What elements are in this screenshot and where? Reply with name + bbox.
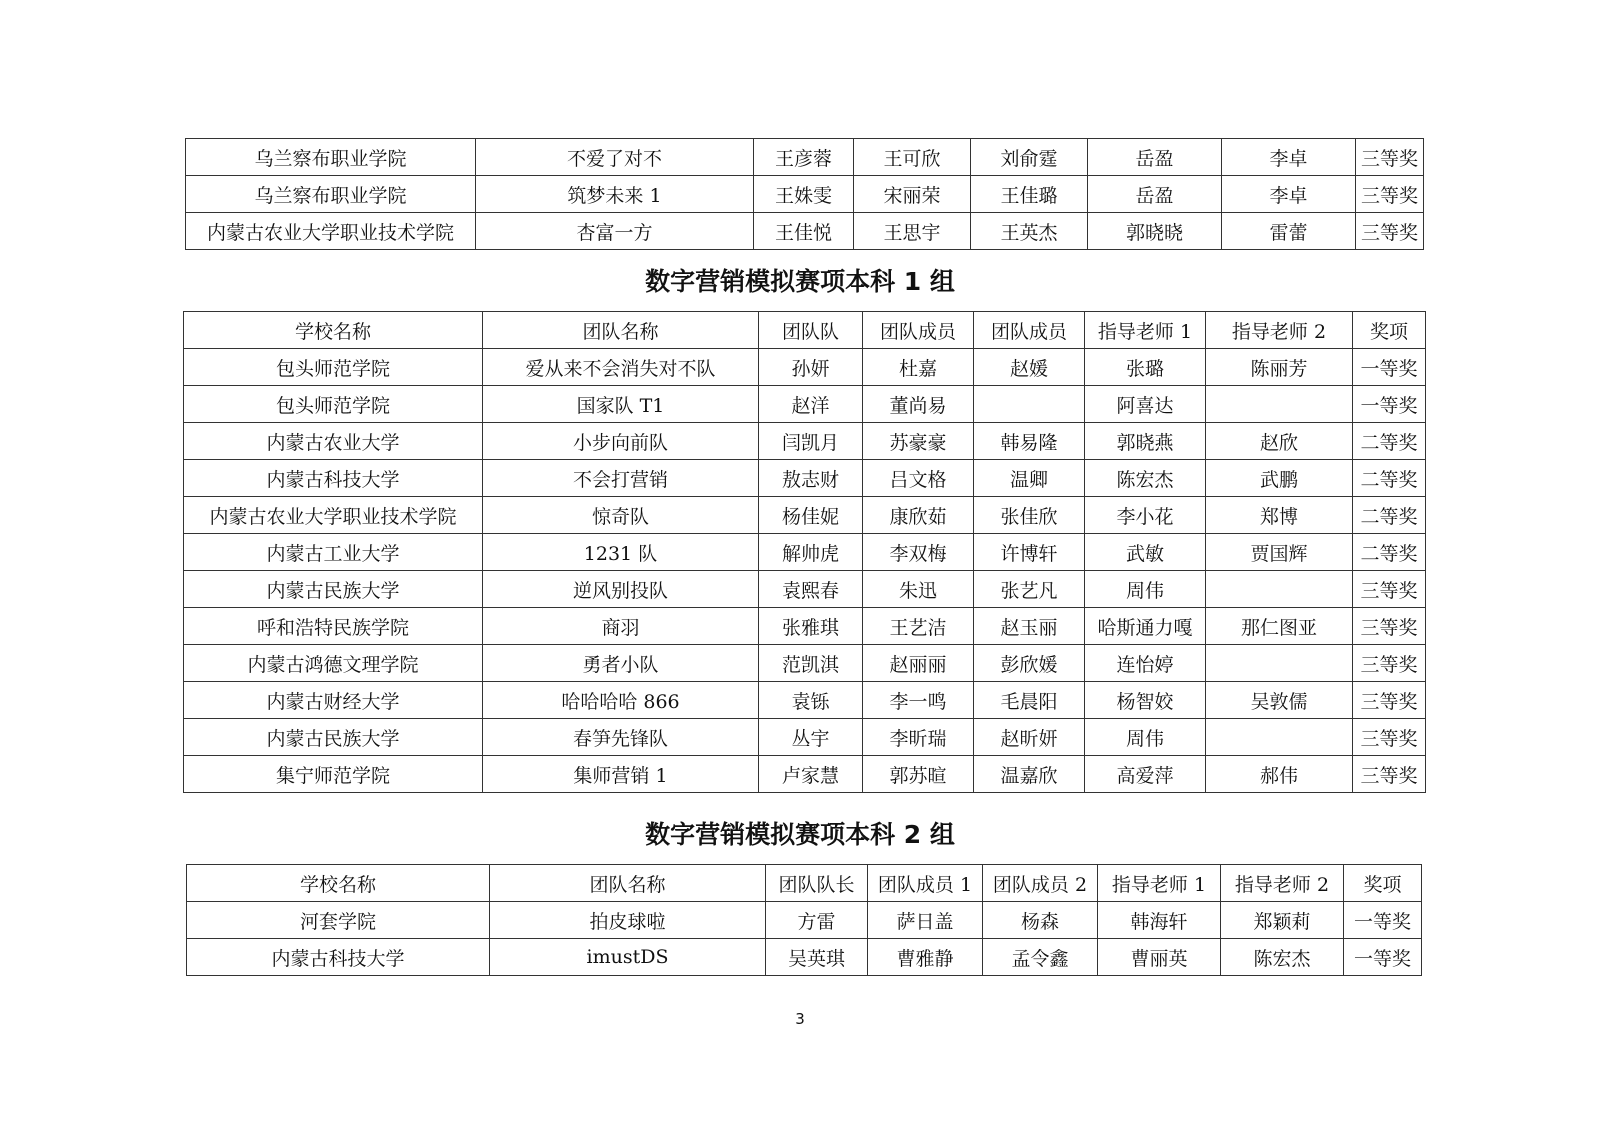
table-cell: 杨智姣 [1085, 682, 1206, 719]
table-cell [1206, 571, 1353, 608]
table-cell: 河套学院 [187, 902, 490, 939]
table-cell: 乌兰察布职业学院 [186, 139, 476, 176]
table-cell: 陈宏杰 [1221, 939, 1344, 976]
table-cell: 曹雅静 [868, 939, 983, 976]
table-cell: 二等奖 [1353, 534, 1426, 571]
table-cell: 张璐 [1085, 349, 1206, 386]
table-cell: 阿喜达 [1085, 386, 1206, 423]
section-title-b2: 数字营销模拟赛项本科 2 组 [645, 820, 955, 849]
table-cell: 董尚易 [863, 386, 974, 423]
table-cell: 张雅琪 [759, 608, 863, 645]
table-cell: 三等奖 [1353, 608, 1426, 645]
table-cell [974, 386, 1085, 423]
table-row [186, 139, 1424, 176]
table-cell: 不爱了对不 [476, 139, 754, 176]
table-cell: 杏富一方 [476, 213, 754, 250]
table-cell: 李昕瑞 [863, 719, 974, 756]
table-cell: 一等奖 [1344, 939, 1422, 976]
table-row [186, 176, 1424, 213]
table-row [184, 386, 1426, 423]
table-cell: 吕文格 [863, 460, 974, 497]
table-cell: 三等奖 [1356, 176, 1424, 213]
table-cell: 温卿 [974, 460, 1085, 497]
table-cell: 闫凯月 [759, 423, 863, 460]
table-cell: 内蒙古农业大学职业技术学院 [184, 497, 483, 534]
table-cell: 逆风别投队 [483, 571, 759, 608]
table-cell: 包头师范学院 [184, 386, 483, 423]
table-b2 [186, 864, 1422, 976]
table-cell: 李一鸣 [863, 682, 974, 719]
table-cell [1206, 645, 1353, 682]
table-cell: 乌兰察布职业学院 [186, 176, 476, 213]
table-cell: 岳盈 [1088, 176, 1222, 213]
table-cell: 内蒙古科技大学 [184, 460, 483, 497]
column-header: 指导老师 1 [1085, 312, 1206, 349]
table-cell: 赵丽丽 [863, 645, 974, 682]
table-cell: 内蒙古工业大学 [184, 534, 483, 571]
table-cell: 赵玉丽 [974, 608, 1085, 645]
table-row [184, 460, 1426, 497]
table-cell: 赵洋 [759, 386, 863, 423]
table-cell: 朱迅 [863, 571, 974, 608]
page-number: 3 [795, 1010, 805, 1028]
table-row [184, 608, 1426, 645]
table-cell: 王可欣 [854, 139, 971, 176]
table-cell: 赵欣 [1206, 423, 1353, 460]
table-cell: 丛宇 [759, 719, 863, 756]
table-cell: 袁铄 [759, 682, 863, 719]
table-cell: 郭苏暄 [863, 756, 974, 793]
table-cell: 曹丽英 [1098, 939, 1221, 976]
section-title-b1: 数字营销模拟赛项本科 1 组 [645, 267, 955, 296]
table-cell: 孙妍 [759, 349, 863, 386]
column-header: 团队成员 [863, 312, 974, 349]
table-cell: 陈丽芳 [1206, 349, 1353, 386]
table-cell: 岳盈 [1088, 139, 1222, 176]
table-cell: 三等奖 [1353, 645, 1426, 682]
table-cell: 袁熙春 [759, 571, 863, 608]
table-cell: 雷蕾 [1222, 213, 1356, 250]
table-cell: 武敏 [1085, 534, 1206, 571]
table-cell: 韩海轩 [1098, 902, 1221, 939]
table-cell: 内蒙古鸿德文理学院 [184, 645, 483, 682]
table-cell: 呼和浩特民族学院 [184, 608, 483, 645]
table-cell: 李双梅 [863, 534, 974, 571]
table-cell: 方雷 [766, 902, 868, 939]
table-cell [1206, 719, 1353, 756]
table-cell: 宋丽荣 [854, 176, 971, 213]
table-cell: 二等奖 [1353, 423, 1426, 460]
table-row [184, 682, 1426, 719]
table-cell: 三等奖 [1353, 682, 1426, 719]
table-cell: 内蒙古民族大学 [184, 571, 483, 608]
table-cell: 杜嘉 [863, 349, 974, 386]
table-cell: 内蒙古农业大学职业技术学院 [186, 213, 476, 250]
column-header: 指导老师 2 [1206, 312, 1353, 349]
table-header-row [187, 865, 1422, 902]
table-cell: 郑颖莉 [1221, 902, 1344, 939]
table-row [184, 756, 1426, 793]
table-cell: 二等奖 [1353, 497, 1426, 534]
table-cell: 韩易隆 [974, 423, 1085, 460]
table-cell: 内蒙古财经大学 [184, 682, 483, 719]
table-row [184, 497, 1426, 534]
column-header: 指导老师 2 [1221, 865, 1344, 902]
table-top-continued [185, 138, 1424, 250]
table-cell: 彭欣媛 [974, 645, 1085, 682]
table-header-row [184, 312, 1426, 349]
table-cell: 杨森 [983, 902, 1098, 939]
table-cell: 哈哈哈哈 866 [483, 682, 759, 719]
table-cell: 郭晓晓 [1088, 213, 1222, 250]
table-cell: 赵昕妍 [974, 719, 1085, 756]
table-cell: 郑博 [1206, 497, 1353, 534]
table-cell: 小步向前队 [483, 423, 759, 460]
table-cell: 张佳欣 [974, 497, 1085, 534]
table-cell: 王艺洁 [863, 608, 974, 645]
table-row [186, 213, 1424, 250]
table-cell: 内蒙古民族大学 [184, 719, 483, 756]
table-row [187, 939, 1422, 976]
table-cell: 赵媛 [974, 349, 1085, 386]
table-cell: 一等奖 [1353, 386, 1426, 423]
table-cell: 李小花 [1085, 497, 1206, 534]
table-cell: 武鹏 [1206, 460, 1353, 497]
table-cell: 解帅虎 [759, 534, 863, 571]
column-header: 奖项 [1344, 865, 1422, 902]
table-cell: 范凯淇 [759, 645, 863, 682]
table-cell: 三等奖 [1353, 719, 1426, 756]
table-cell: 周伟 [1085, 719, 1206, 756]
table-cell: 高爱萍 [1085, 756, 1206, 793]
table-cell: 三等奖 [1356, 139, 1424, 176]
column-header: 团队队 [759, 312, 863, 349]
table-row [184, 645, 1426, 682]
table-cell: 温嘉欣 [974, 756, 1085, 793]
table-row [184, 534, 1426, 571]
table-cell: 郭晓燕 [1085, 423, 1206, 460]
table-cell: 郝伟 [1206, 756, 1353, 793]
table-cell: 王佳璐 [971, 176, 1088, 213]
table-cell: 周伟 [1085, 571, 1206, 608]
table-row [184, 423, 1426, 460]
column-header: 团队成员 2 [983, 865, 1098, 902]
table-cell: 王英杰 [971, 213, 1088, 250]
table-cell: imustDS [490, 939, 766, 976]
table-cell: 国家队 T1 [483, 386, 759, 423]
table-cell: 勇者小队 [483, 645, 759, 682]
table-row [184, 349, 1426, 386]
column-header: 学校名称 [184, 312, 483, 349]
table-cell: 惊奇队 [483, 497, 759, 534]
table-cell: 孟令鑫 [983, 939, 1098, 976]
table-cell: 吴敦儒 [1206, 682, 1353, 719]
table-row [184, 719, 1426, 756]
column-header: 学校名称 [187, 865, 490, 902]
table-cell: 三等奖 [1356, 213, 1424, 250]
table-cell: 一等奖 [1353, 349, 1426, 386]
column-header: 奖项 [1353, 312, 1426, 349]
column-header: 团队名称 [483, 312, 759, 349]
table-cell: 贾国辉 [1206, 534, 1353, 571]
table-row [184, 571, 1426, 608]
table-cell: 刘俞霆 [971, 139, 1088, 176]
table-cell: 三等奖 [1353, 756, 1426, 793]
table-cell: 卢家慧 [759, 756, 863, 793]
table-cell: 王彦蓉 [754, 139, 854, 176]
table-cell: 王思宇 [854, 213, 971, 250]
table-cell [1206, 386, 1353, 423]
table-cell: 苏豪豪 [863, 423, 974, 460]
table-cell: 爱从来不会消失对不队 [483, 349, 759, 386]
table-cell: 敖志财 [759, 460, 863, 497]
table-cell: 陈宏杰 [1085, 460, 1206, 497]
table-cell: 哈斯通力嘎 [1085, 608, 1206, 645]
table-cell: 康欣茹 [863, 497, 974, 534]
table-cell: 张艺凡 [974, 571, 1085, 608]
table-cell: 不会打营销 [483, 460, 759, 497]
table-cell: 毛晨阳 [974, 682, 1085, 719]
table-cell: 商羽 [483, 608, 759, 645]
column-header: 团队名称 [490, 865, 766, 902]
table-cell: 1231 队 [483, 534, 759, 571]
table-cell: 杨佳妮 [759, 497, 863, 534]
table-cell: 包头师范学院 [184, 349, 483, 386]
table-cell: 拍皮球啦 [490, 902, 766, 939]
table-b1 [183, 311, 1426, 793]
table-cell: 王姝雯 [754, 176, 854, 213]
table-cell: 连怡婷 [1085, 645, 1206, 682]
table-cell: 许博轩 [974, 534, 1085, 571]
table-row [187, 902, 1422, 939]
table-cell: 那仁图亚 [1206, 608, 1353, 645]
table-cell: 内蒙古科技大学 [187, 939, 490, 976]
table-cell: 集师营销 1 [483, 756, 759, 793]
table-cell: 王佳悦 [754, 213, 854, 250]
table-cell: 集宁师范学院 [184, 756, 483, 793]
table-cell: 李卓 [1222, 176, 1356, 213]
column-header: 团队队长 [766, 865, 868, 902]
table-cell: 三等奖 [1353, 571, 1426, 608]
column-header: 指导老师 1 [1098, 865, 1221, 902]
column-header: 团队成员 1 [868, 865, 983, 902]
table-cell: 春笋先锋队 [483, 719, 759, 756]
table-cell: 吴英琪 [766, 939, 868, 976]
table-cell: 筑梦未来 1 [476, 176, 754, 213]
table-cell: 萨日盖 [868, 902, 983, 939]
table-cell: 内蒙古农业大学 [184, 423, 483, 460]
table-cell: 李卓 [1222, 139, 1356, 176]
table-cell: 一等奖 [1344, 902, 1422, 939]
table-cell: 二等奖 [1353, 460, 1426, 497]
column-header: 团队成员 [974, 312, 1085, 349]
